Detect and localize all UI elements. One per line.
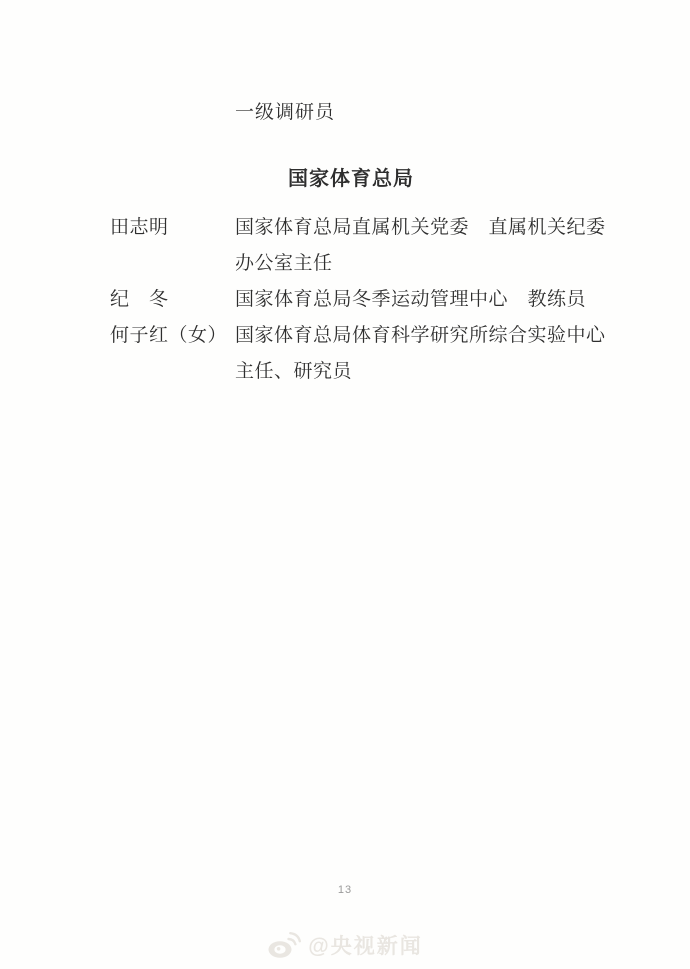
- page-number: 13: [337, 884, 353, 896]
- official-name: 田志明: [110, 217, 169, 238]
- position-line: 国家体育总局直属机关党委 直属机关纪委: [235, 217, 606, 238]
- watermark-handle: @央视新闻: [308, 935, 423, 958]
- official-entry: [110, 282, 592, 318]
- official-list: [110, 210, 606, 390]
- position-line: 主任、研究员: [235, 361, 353, 382]
- official-entry: [110, 210, 606, 282]
- watermark: [0, 930, 690, 960]
- position-line: 办公室主任: [235, 253, 333, 274]
- official-entry: [110, 318, 606, 390]
- position-line: 国家体育总局体育科学研究所综合实验中心: [235, 325, 606, 346]
- official-position: [235, 282, 592, 318]
- section-title: 国家体育总局: [288, 168, 414, 190]
- rank-label: 一级调研员: [235, 102, 336, 123]
- position-line: 国家体育总局冬季运动管理中心 教练员: [235, 289, 587, 310]
- weibo-icon: [267, 930, 301, 960]
- official-position: [235, 318, 606, 390]
- official-position: [235, 210, 606, 282]
- official-name: 何子红（女）: [110, 325, 228, 346]
- official-name: 纪 冬: [110, 289, 169, 310]
